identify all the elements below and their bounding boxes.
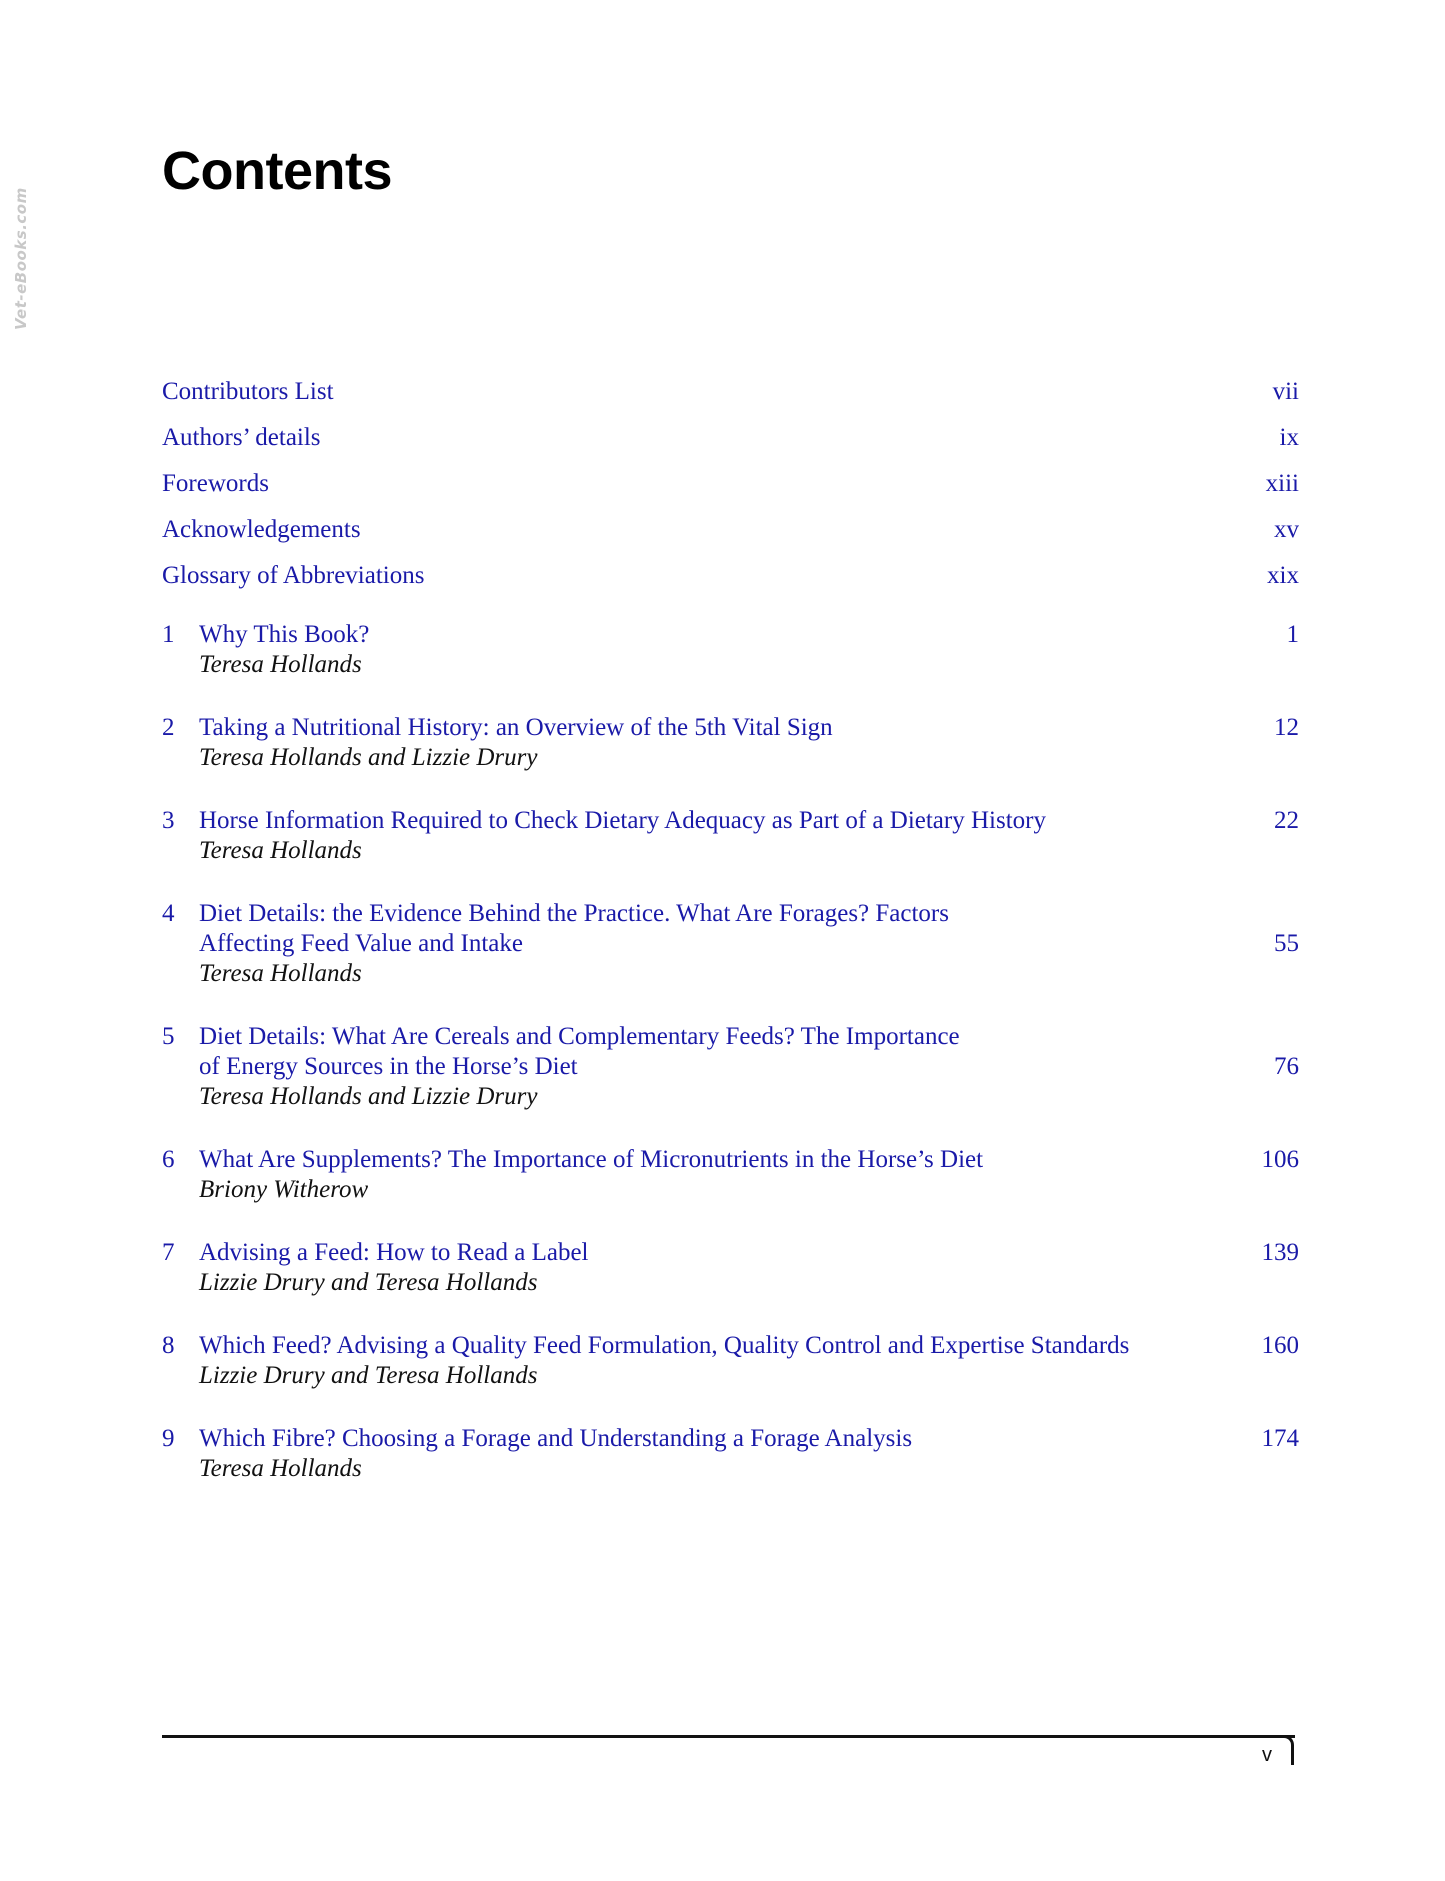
chapter-author: Lizzie Drury and Teresa Hollands	[199, 1362, 538, 1389]
footer-rule-hook	[1280, 1735, 1294, 1765]
chapter-title[interactable]: What Are Supplements? The Importance of Micronutrients in the Horse’s Diet	[199, 1146, 984, 1173]
toc-entry-chapter[interactable]	[162, 899, 1299, 989]
toc-entry-front-matter[interactable]	[162, 516, 1299, 562]
toc-entry-front-matter[interactable]	[162, 470, 1299, 516]
toc-entry-page[interactable]: xv	[1274, 516, 1299, 543]
toc-entry-page[interactable]: vii	[1272, 378, 1299, 405]
toc-entry-page[interactable]: xix	[1267, 562, 1299, 589]
chapter-page[interactable]: 55	[1274, 930, 1299, 957]
chapter-title[interactable]: Which Fibre? Choosing a Forage and Understanding a Forage Analysis	[199, 1425, 913, 1452]
page-number: v	[1262, 1744, 1272, 1766]
toc-entry-label[interactable]: Glossary of Abbreviations	[162, 562, 425, 589]
chapter-title[interactable]: Why This Book?	[199, 621, 370, 648]
chapter-title[interactable]: Diet Details: the Evidence Behind the Practice. What Are Forages? Factors	[199, 900, 949, 927]
chapter-number: 9	[162, 1425, 175, 1452]
chapter-list	[162, 620, 1299, 1484]
watermark: Vet-eBooks.com	[12, 187, 30, 330]
toc-entry-front-matter[interactable]	[162, 562, 1299, 608]
toc-entry-chapter[interactable]	[162, 1238, 1299, 1298]
page-title: Contents	[162, 141, 392, 201]
toc-entry-chapter[interactable]	[162, 1424, 1299, 1484]
toc-entry-front-matter[interactable]	[162, 378, 1299, 424]
chapter-page[interactable]: 76	[1274, 1053, 1299, 1080]
toc-entry-chapter[interactable]	[162, 1145, 1299, 1205]
chapter-number: 1	[162, 621, 175, 648]
chapter-author: Teresa Hollands	[199, 960, 362, 987]
chapter-author: Teresa Hollands and Lizzie Drury	[199, 1083, 538, 1110]
chapter-number: 8	[162, 1332, 175, 1359]
chapter-title[interactable]: of Energy Sources in the Horse’s Diet	[199, 1053, 578, 1080]
toc-entry-chapter[interactable]	[162, 620, 1299, 680]
chapter-title[interactable]: Taking a Nutritional History: an Overview of the 5th Vital Sign	[199, 714, 833, 741]
chapter-title[interactable]: Horse Information Required to Check Dietary Adequacy as Part of a Dietary History	[199, 807, 1046, 834]
chapter-author: Lizzie Drury and Teresa Hollands	[199, 1269, 538, 1296]
toc-entry-label[interactable]: Acknowledgements	[162, 516, 361, 543]
toc-entry-label[interactable]: Authors’ details	[162, 424, 321, 451]
toc-entry-chapter[interactable]	[162, 1022, 1299, 1112]
toc-entry-chapter[interactable]	[162, 713, 1299, 773]
chapter-author: Teresa Hollands	[199, 837, 362, 864]
toc-entry-chapter[interactable]	[162, 1331, 1299, 1391]
chapter-author: Briony Witherow	[199, 1176, 369, 1203]
toc-entry-page[interactable]: ix	[1279, 424, 1299, 451]
chapter-page[interactable]: 22	[1274, 807, 1299, 834]
chapter-number: 5	[162, 1023, 175, 1050]
toc-entry-label[interactable]: Contributors List	[162, 378, 334, 405]
chapter-number: 4	[162, 900, 175, 927]
chapter-number: 2	[162, 714, 175, 741]
chapter-author: Teresa Hollands and Lizzie Drury	[199, 744, 538, 771]
chapter-title[interactable]: Which Feed? Advising a Quality Feed Formulation, Quality Control and Expertise Standards	[199, 1332, 1130, 1359]
chapter-page[interactable]: 160	[1261, 1332, 1299, 1359]
chapter-page[interactable]: 1	[1286, 621, 1299, 648]
chapter-page[interactable]: 139	[1261, 1239, 1299, 1266]
chapter-author: Teresa Hollands	[199, 651, 362, 678]
chapter-number: 7	[162, 1239, 175, 1266]
chapter-title[interactable]: Affecting Feed Value and Intake	[199, 930, 523, 957]
footer-rule	[162, 1735, 1295, 1738]
toc-entry-chapter[interactable]	[162, 806, 1299, 866]
chapter-page[interactable]: 12	[1274, 714, 1299, 741]
chapter-number: 3	[162, 807, 175, 834]
chapter-author: Teresa Hollands	[199, 1455, 362, 1482]
table-of-contents	[162, 378, 1299, 1517]
chapter-number: 6	[162, 1146, 175, 1173]
toc-entry-front-matter[interactable]	[162, 424, 1299, 470]
toc-entry-label[interactable]: Forewords	[162, 470, 269, 497]
chapter-title[interactable]: Advising a Feed: How to Read a Label	[199, 1239, 589, 1266]
front-matter-list	[162, 378, 1299, 608]
chapter-title[interactable]: Diet Details: What Are Cereals and Complementary Feeds? The Importance	[199, 1023, 960, 1050]
chapter-page[interactable]: 106	[1261, 1146, 1299, 1173]
toc-entry-page[interactable]: xiii	[1265, 470, 1299, 497]
chapter-page[interactable]: 174	[1261, 1425, 1299, 1452]
